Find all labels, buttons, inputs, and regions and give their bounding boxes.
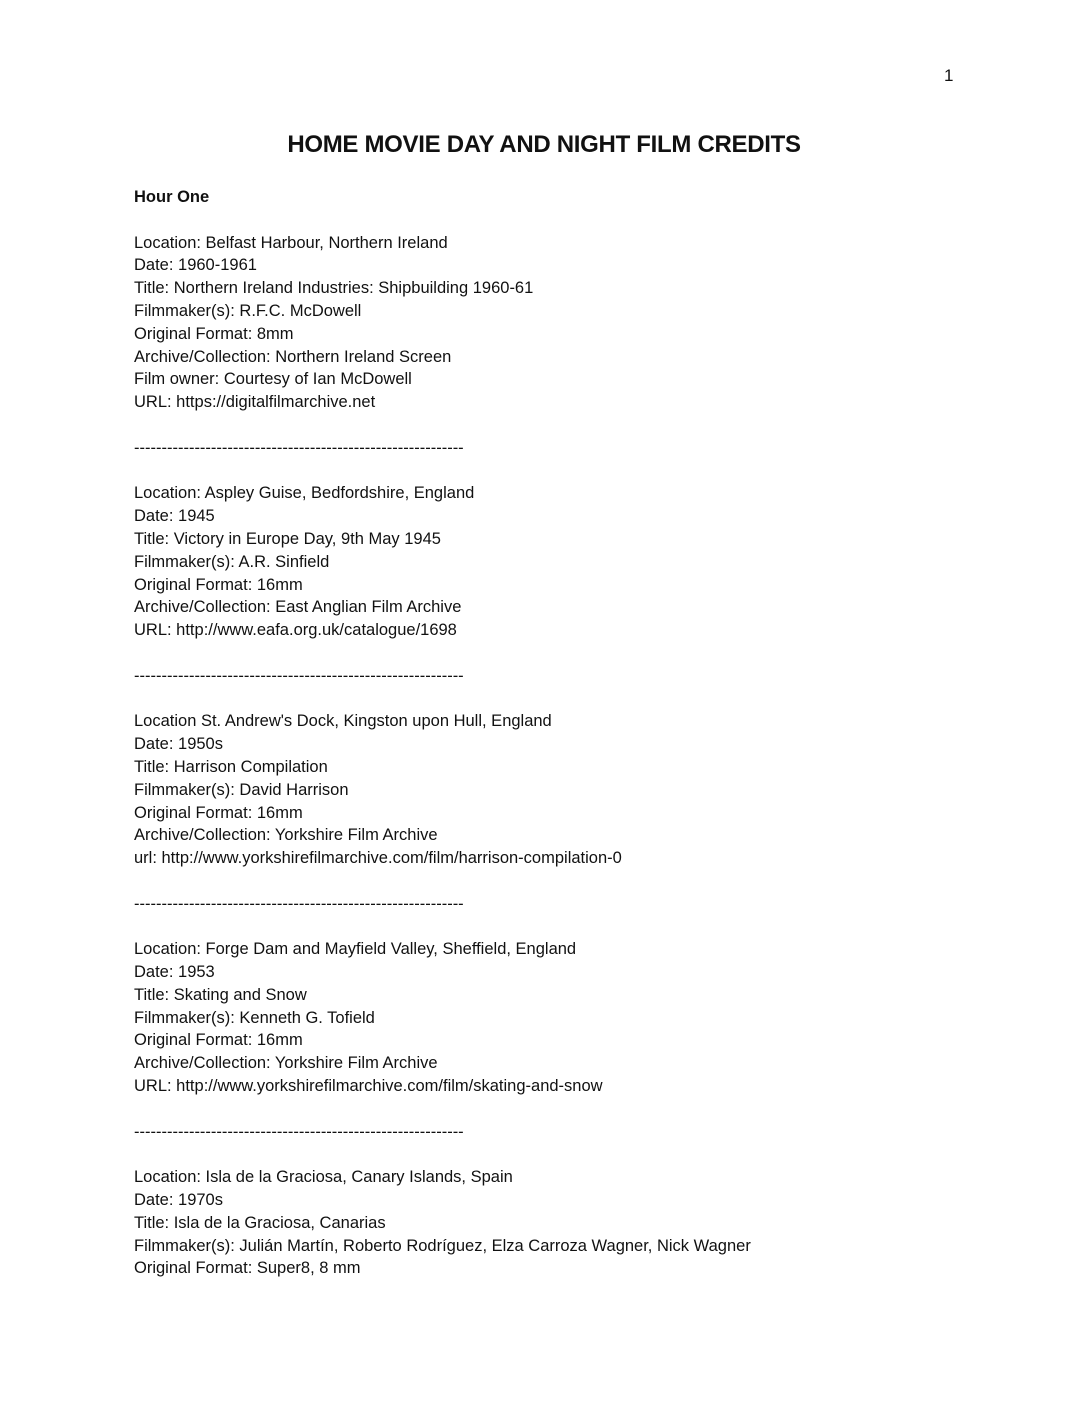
section-heading: Hour One (134, 188, 210, 206)
document-title: HOME MOVIE DAY AND NIGHT FILM CREDITS (287, 131, 801, 158)
entry-format: Original Format: 16mm (134, 803, 303, 822)
entry-filmmakers: Filmmaker(s): Kenneth G. Tofield (134, 1008, 375, 1027)
entry-title: Title: Skating and Snow (134, 985, 307, 1004)
page-number: 1 (944, 66, 954, 85)
entry-filmmakers: Filmmaker(s): R.F.C. McDowell (134, 301, 362, 320)
entry-date: Date: 1970s (134, 1191, 223, 1210)
separator: ------------------------------------------------------------ (134, 666, 464, 685)
separator: ------------------------------------------------------------ (134, 894, 464, 913)
film-entry (134, 938, 1014, 1098)
entry-format: Original Format: Super8, 8 mm (134, 1259, 361, 1278)
entry-archive: Archive/Collection: Yorkshire Film Archive (134, 826, 438, 845)
entry-filmmakers: Filmmaker(s): David Harrison (134, 780, 349, 799)
film-entry (134, 1166, 1014, 1280)
film-entry (134, 232, 1014, 414)
entry-title: Title: Northern Ireland Industries: Shipbuilding 1960-61 (134, 279, 534, 298)
film-entry (134, 482, 1014, 642)
entry-title: Title: Isla de la Graciosa, Canarias (134, 1213, 386, 1232)
entry-date: Date: 1953 (134, 963, 215, 982)
entry-url: URL: http://www.eafa.org.uk/catalogue/1698 (134, 621, 457, 640)
entry-format: Original Format: 16mm (134, 575, 303, 594)
entry-filmmakers: Filmmaker(s): A.R. Sinfield (134, 552, 330, 571)
entry-location: Location: Belfast Harbour, Northern Ireland (134, 233, 448, 252)
entry-owner: Film owner: Courtesy of Ian McDowell (134, 370, 412, 389)
separator: ------------------------------------------------------------ (134, 438, 464, 457)
entry-location: Location St. Andrew's Dock, Kingston upon Hull, England (134, 712, 552, 731)
entry-date: Date: 1960-1961 (134, 256, 257, 275)
entry-archive: Archive/Collection: Yorkshire Film Archive (134, 1054, 438, 1073)
separator: ------------------------------------------------------------ (134, 1122, 464, 1141)
entry-filmmakers: Filmmaker(s): Julián Martín, Roberto Rodríguez, Elza Carroza Wagner, Nick Wagner (134, 1236, 751, 1255)
entry-title: Title: Victory in Europe Day, 9th May 1945 (134, 529, 441, 548)
film-entry (134, 710, 1014, 870)
entry-date: Date: 1945 (134, 507, 215, 526)
entry-location: Location: Aspley Guise, Bedfordshire, England (134, 484, 475, 503)
spacer (134, 209, 1014, 232)
entry-archive: Archive/Collection: East Anglian Film Archive (134, 598, 462, 617)
entry-format: Original Format: 8mm (134, 324, 294, 343)
entry-url: URL: https://digitalfilmarchive.net (134, 393, 376, 412)
entry-archive: Archive/Collection: Northern Ireland Screen (134, 347, 452, 366)
entry-format: Original Format: 16mm (134, 1031, 303, 1050)
entry-title: Title: Harrison Compilation (134, 757, 328, 776)
entry-location: Location: Forge Dam and Mayfield Valley, Sheffield, England (134, 940, 577, 959)
entry-location: Location: Isla de la Graciosa, Canary Islands, Spain (134, 1168, 513, 1187)
entry-url: url: http://www.yorkshirefilmarchive.com/film/harrison-compilation-0 (134, 849, 622, 868)
entry-url: URL: http://www.yorkshirefilmarchive.com/film/skating-and-snow (134, 1077, 603, 1096)
document-body (134, 186, 1014, 1280)
entry-date: Date: 1950s (134, 735, 223, 754)
